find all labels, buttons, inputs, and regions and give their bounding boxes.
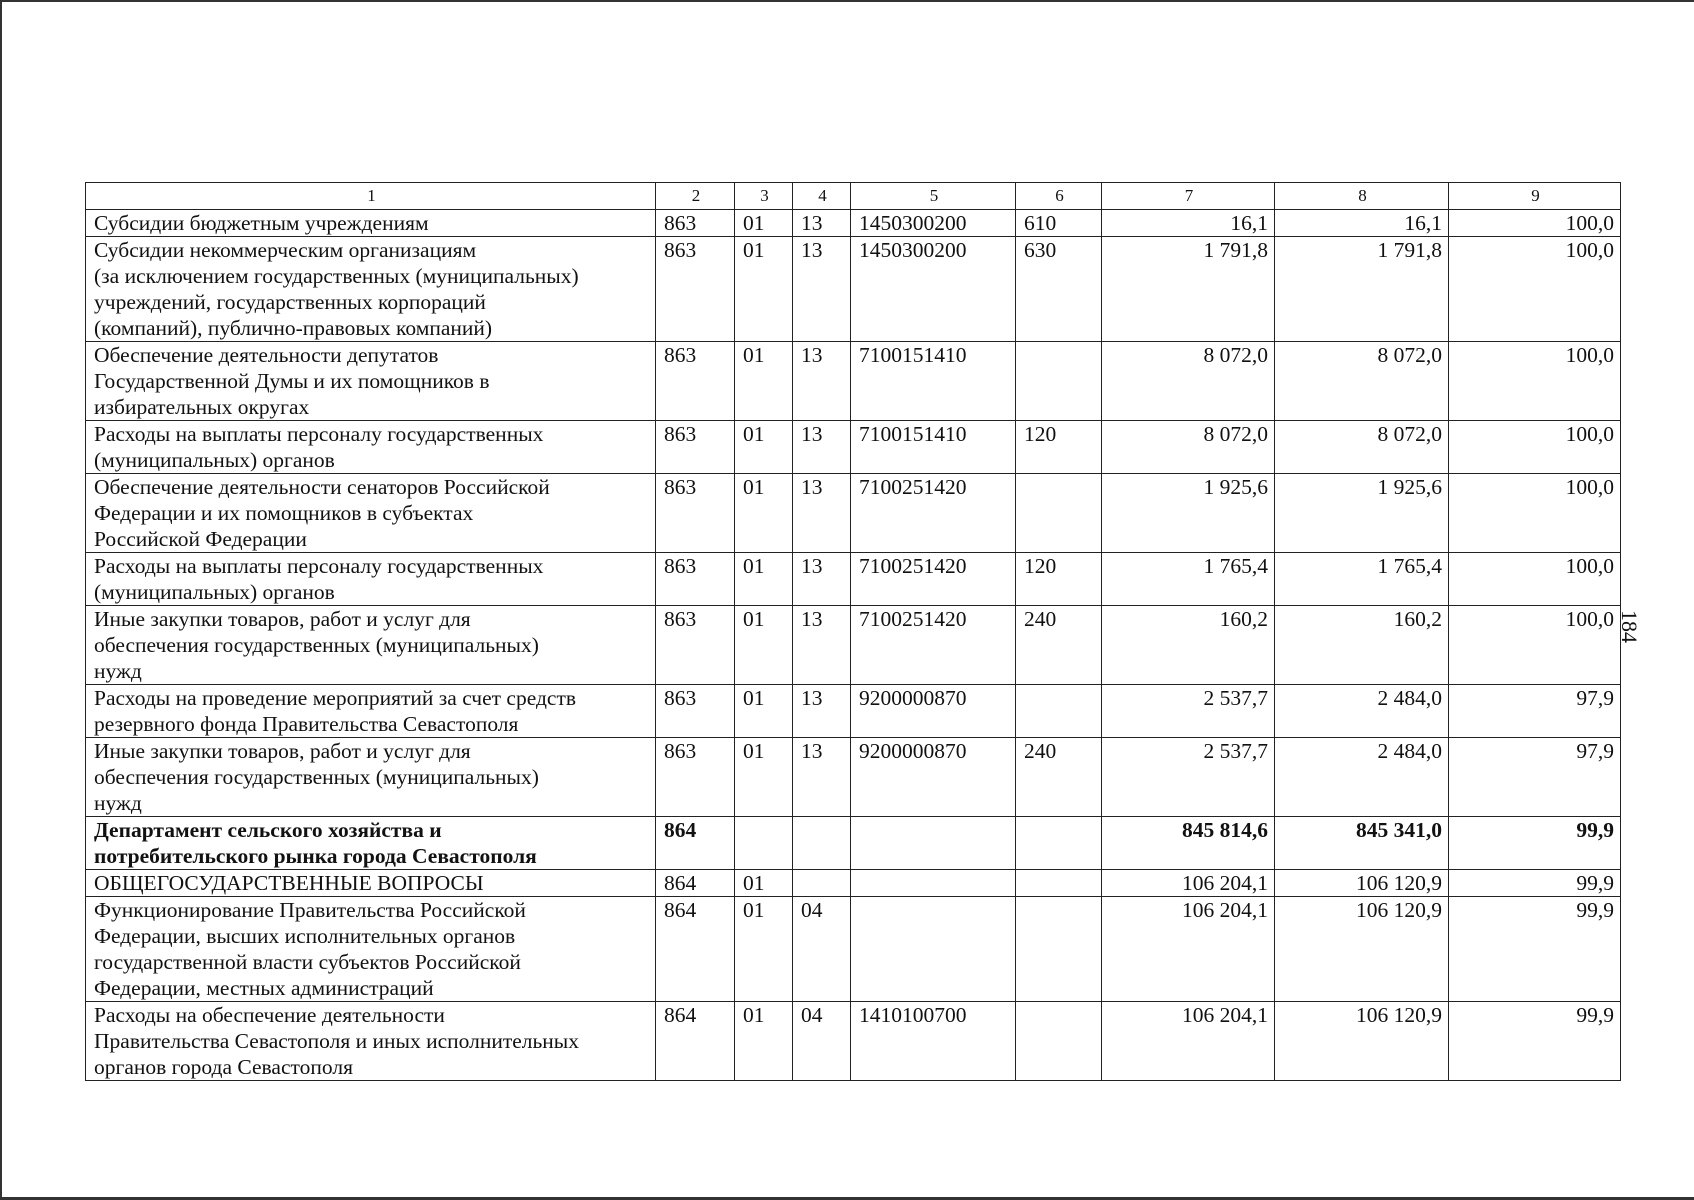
header-cell: 4 bbox=[793, 183, 851, 210]
table-row bbox=[86, 897, 1621, 1002]
col2-cell: 863 bbox=[656, 738, 735, 817]
col5-cell: 7100151410 bbox=[851, 342, 1016, 421]
table-row bbox=[86, 606, 1621, 685]
col2-cell: 863 bbox=[656, 421, 735, 474]
table-row bbox=[86, 210, 1621, 237]
col9-cell: 97,9 bbox=[1449, 738, 1621, 817]
col8-cell: 106 120,9 bbox=[1275, 897, 1449, 1002]
col2-cell: 864 bbox=[656, 870, 735, 897]
table-body bbox=[86, 183, 1621, 1081]
col9-cell: 100,0 bbox=[1449, 474, 1621, 553]
col7-cell: 2 537,7 bbox=[1102, 685, 1275, 738]
col7-cell: 16,1 bbox=[1102, 210, 1275, 237]
col3-cell: 01 bbox=[735, 738, 793, 817]
col5-cell: 7100251420 bbox=[851, 606, 1016, 685]
row-name-cell: Обеспечение деятельности депутатов Государственной Думы и их помощников в избирательных округах bbox=[86, 342, 656, 421]
col7-cell: 1 765,4 bbox=[1102, 553, 1275, 606]
col5-cell: 9200000870 bbox=[851, 738, 1016, 817]
col9-cell: 97,9 bbox=[1449, 685, 1621, 738]
col2-cell: 863 bbox=[656, 237, 735, 342]
row-name-cell: Субсидии бюджетным учреждениям bbox=[86, 210, 656, 237]
col4-cell bbox=[793, 870, 851, 897]
col5-cell: 1410100700 bbox=[851, 1002, 1016, 1081]
col8-cell: 8 072,0 bbox=[1275, 421, 1449, 474]
col9-cell: 100,0 bbox=[1449, 421, 1621, 474]
col2-cell: 863 bbox=[656, 210, 735, 237]
col2-cell: 863 bbox=[656, 474, 735, 553]
col5-cell: 1450300200 bbox=[851, 237, 1016, 342]
col7-cell: 8 072,0 bbox=[1102, 421, 1275, 474]
col4-cell: 04 bbox=[793, 897, 851, 1002]
col5-cell: 7100151410 bbox=[851, 421, 1016, 474]
col4-cell bbox=[793, 817, 851, 870]
col8-cell: 16,1 bbox=[1275, 210, 1449, 237]
col4-cell: 13 bbox=[793, 474, 851, 553]
header-cell: 1 bbox=[86, 183, 656, 210]
col6-cell: 240 bbox=[1016, 606, 1102, 685]
row-name-cell: Департамент сельского хозяйства и потребительского рынка города Севастополя bbox=[86, 817, 656, 870]
header-cell: 5 bbox=[851, 183, 1016, 210]
col8-cell: 106 120,9 bbox=[1275, 870, 1449, 897]
row-name-cell: Расходы на выплаты персоналу государственных (муниципальных) органов bbox=[86, 553, 656, 606]
col5-cell: 7100251420 bbox=[851, 474, 1016, 553]
table-row bbox=[86, 421, 1621, 474]
col6-cell: 240 bbox=[1016, 738, 1102, 817]
col7-cell: 160,2 bbox=[1102, 606, 1275, 685]
table-row bbox=[86, 685, 1621, 738]
col3-cell bbox=[735, 817, 793, 870]
col6-cell bbox=[1016, 817, 1102, 870]
col7-cell: 1 925,6 bbox=[1102, 474, 1275, 553]
col7-cell: 8 072,0 bbox=[1102, 342, 1275, 421]
col5-cell: 9200000870 bbox=[851, 685, 1016, 738]
col3-cell: 01 bbox=[735, 474, 793, 553]
header-cell: 2 bbox=[656, 183, 735, 210]
col9-cell: 100,0 bbox=[1449, 606, 1621, 685]
col6-cell bbox=[1016, 1002, 1102, 1081]
col2-cell: 864 bbox=[656, 1002, 735, 1081]
col3-cell: 01 bbox=[735, 1002, 793, 1081]
col3-cell: 01 bbox=[735, 342, 793, 421]
col6-cell: 120 bbox=[1016, 553, 1102, 606]
col8-cell: 845 341,0 bbox=[1275, 817, 1449, 870]
col2-cell: 863 bbox=[656, 553, 735, 606]
col3-cell: 01 bbox=[735, 897, 793, 1002]
page-number: 184 bbox=[1617, 610, 1642, 643]
header-cell: 3 bbox=[735, 183, 793, 210]
col2-cell: 864 bbox=[656, 817, 735, 870]
col4-cell: 13 bbox=[793, 738, 851, 817]
col8-cell: 160,2 bbox=[1275, 606, 1449, 685]
header-cell: 9 bbox=[1449, 183, 1621, 210]
budget-table bbox=[85, 182, 1621, 1081]
col7-cell: 106 204,1 bbox=[1102, 897, 1275, 1002]
col6-cell bbox=[1016, 897, 1102, 1002]
col5-cell: 1450300200 bbox=[851, 210, 1016, 237]
col6-cell bbox=[1016, 342, 1102, 421]
header-cell: 7 bbox=[1102, 183, 1275, 210]
col8-cell: 8 072,0 bbox=[1275, 342, 1449, 421]
col4-cell: 13 bbox=[793, 606, 851, 685]
table-row bbox=[86, 342, 1621, 421]
col6-cell: 120 bbox=[1016, 421, 1102, 474]
row-name-cell: Иные закупки товаров, работ и услуг для обеспечения государственных (муниципальных) нужд bbox=[86, 606, 656, 685]
col8-cell: 106 120,9 bbox=[1275, 1002, 1449, 1081]
col7-cell: 106 204,1 bbox=[1102, 1002, 1275, 1081]
table-row bbox=[86, 474, 1621, 553]
table-row bbox=[86, 817, 1621, 870]
table-row bbox=[86, 870, 1621, 897]
row-name-cell: Иные закупки товаров, работ и услуг для обеспечения государственных (муниципальных) нужд bbox=[86, 738, 656, 817]
col3-cell: 01 bbox=[735, 553, 793, 606]
col8-cell: 2 484,0 bbox=[1275, 738, 1449, 817]
col6-cell bbox=[1016, 685, 1102, 738]
col5-cell bbox=[851, 870, 1016, 897]
col3-cell: 01 bbox=[735, 685, 793, 738]
col9-cell: 100,0 bbox=[1449, 553, 1621, 606]
row-name-cell: Обеспечение деятельности сенаторов Российской Федерации и их помощников в субъектах Российской Федерации bbox=[86, 474, 656, 553]
col5-cell: 7100251420 bbox=[851, 553, 1016, 606]
col9-cell: 100,0 bbox=[1449, 237, 1621, 342]
table-header-row bbox=[86, 183, 1621, 210]
col7-cell: 845 814,6 bbox=[1102, 817, 1275, 870]
col9-cell: 99,9 bbox=[1449, 870, 1621, 897]
col6-cell: 610 bbox=[1016, 210, 1102, 237]
table-row bbox=[86, 1002, 1621, 1081]
col4-cell: 13 bbox=[793, 210, 851, 237]
row-name-cell: ОБЩЕГОСУДАРСТВЕННЫЕ ВОПРОСЫ bbox=[86, 870, 656, 897]
header-cell: 6 bbox=[1016, 183, 1102, 210]
row-name-cell: Субсидии некоммерческим организациям (за исключением государственных (муниципальных) учреждений, государственных корпораций (компаний), публично-правовых компаний) bbox=[86, 237, 656, 342]
col8-cell: 1 765,4 bbox=[1275, 553, 1449, 606]
row-name-cell: Функционирование Правительства Российской Федерации, высших исполнительных органов государственной власти субъектов Российской Федерации, местных администраций bbox=[86, 897, 656, 1002]
row-name-cell: Расходы на проведение мероприятий за счет средств резервного фонда Правительства Севастополя bbox=[86, 685, 656, 738]
col4-cell: 13 bbox=[793, 342, 851, 421]
table-row bbox=[86, 237, 1621, 342]
col8-cell: 1 791,8 bbox=[1275, 237, 1449, 342]
col5-cell bbox=[851, 897, 1016, 1002]
col2-cell: 864 bbox=[656, 897, 735, 1002]
col9-cell: 100,0 bbox=[1449, 342, 1621, 421]
col7-cell: 106 204,1 bbox=[1102, 870, 1275, 897]
col2-cell: 863 bbox=[656, 606, 735, 685]
row-name-cell: Расходы на обеспечение деятельности Правительства Севастополя и иных исполнительных органов города Севастополя bbox=[86, 1002, 656, 1081]
col7-cell: 2 537,7 bbox=[1102, 738, 1275, 817]
col9-cell: 99,9 bbox=[1449, 817, 1621, 870]
table-row bbox=[86, 738, 1621, 817]
col2-cell: 863 bbox=[656, 685, 735, 738]
col3-cell: 01 bbox=[735, 870, 793, 897]
col3-cell: 01 bbox=[735, 421, 793, 474]
col3-cell: 01 bbox=[735, 237, 793, 342]
row-name-cell: Расходы на выплаты персоналу государственных (муниципальных) органов bbox=[86, 421, 656, 474]
col4-cell: 13 bbox=[793, 237, 851, 342]
col4-cell: 13 bbox=[793, 421, 851, 474]
table-row bbox=[86, 553, 1621, 606]
col9-cell: 99,9 bbox=[1449, 897, 1621, 1002]
col5-cell bbox=[851, 817, 1016, 870]
col2-cell: 863 bbox=[656, 342, 735, 421]
col4-cell: 04 bbox=[793, 1002, 851, 1081]
col3-cell: 01 bbox=[735, 210, 793, 237]
col6-cell bbox=[1016, 870, 1102, 897]
col4-cell: 13 bbox=[793, 685, 851, 738]
col6-cell: 630 bbox=[1016, 237, 1102, 342]
col9-cell: 100,0 bbox=[1449, 210, 1621, 237]
col3-cell: 01 bbox=[735, 606, 793, 685]
col6-cell bbox=[1016, 474, 1102, 553]
col8-cell: 2 484,0 bbox=[1275, 685, 1449, 738]
col8-cell: 1 925,6 bbox=[1275, 474, 1449, 553]
col9-cell: 99,9 bbox=[1449, 1002, 1621, 1081]
col4-cell: 13 bbox=[793, 553, 851, 606]
header-cell: 8 bbox=[1275, 183, 1449, 210]
col7-cell: 1 791,8 bbox=[1102, 237, 1275, 342]
